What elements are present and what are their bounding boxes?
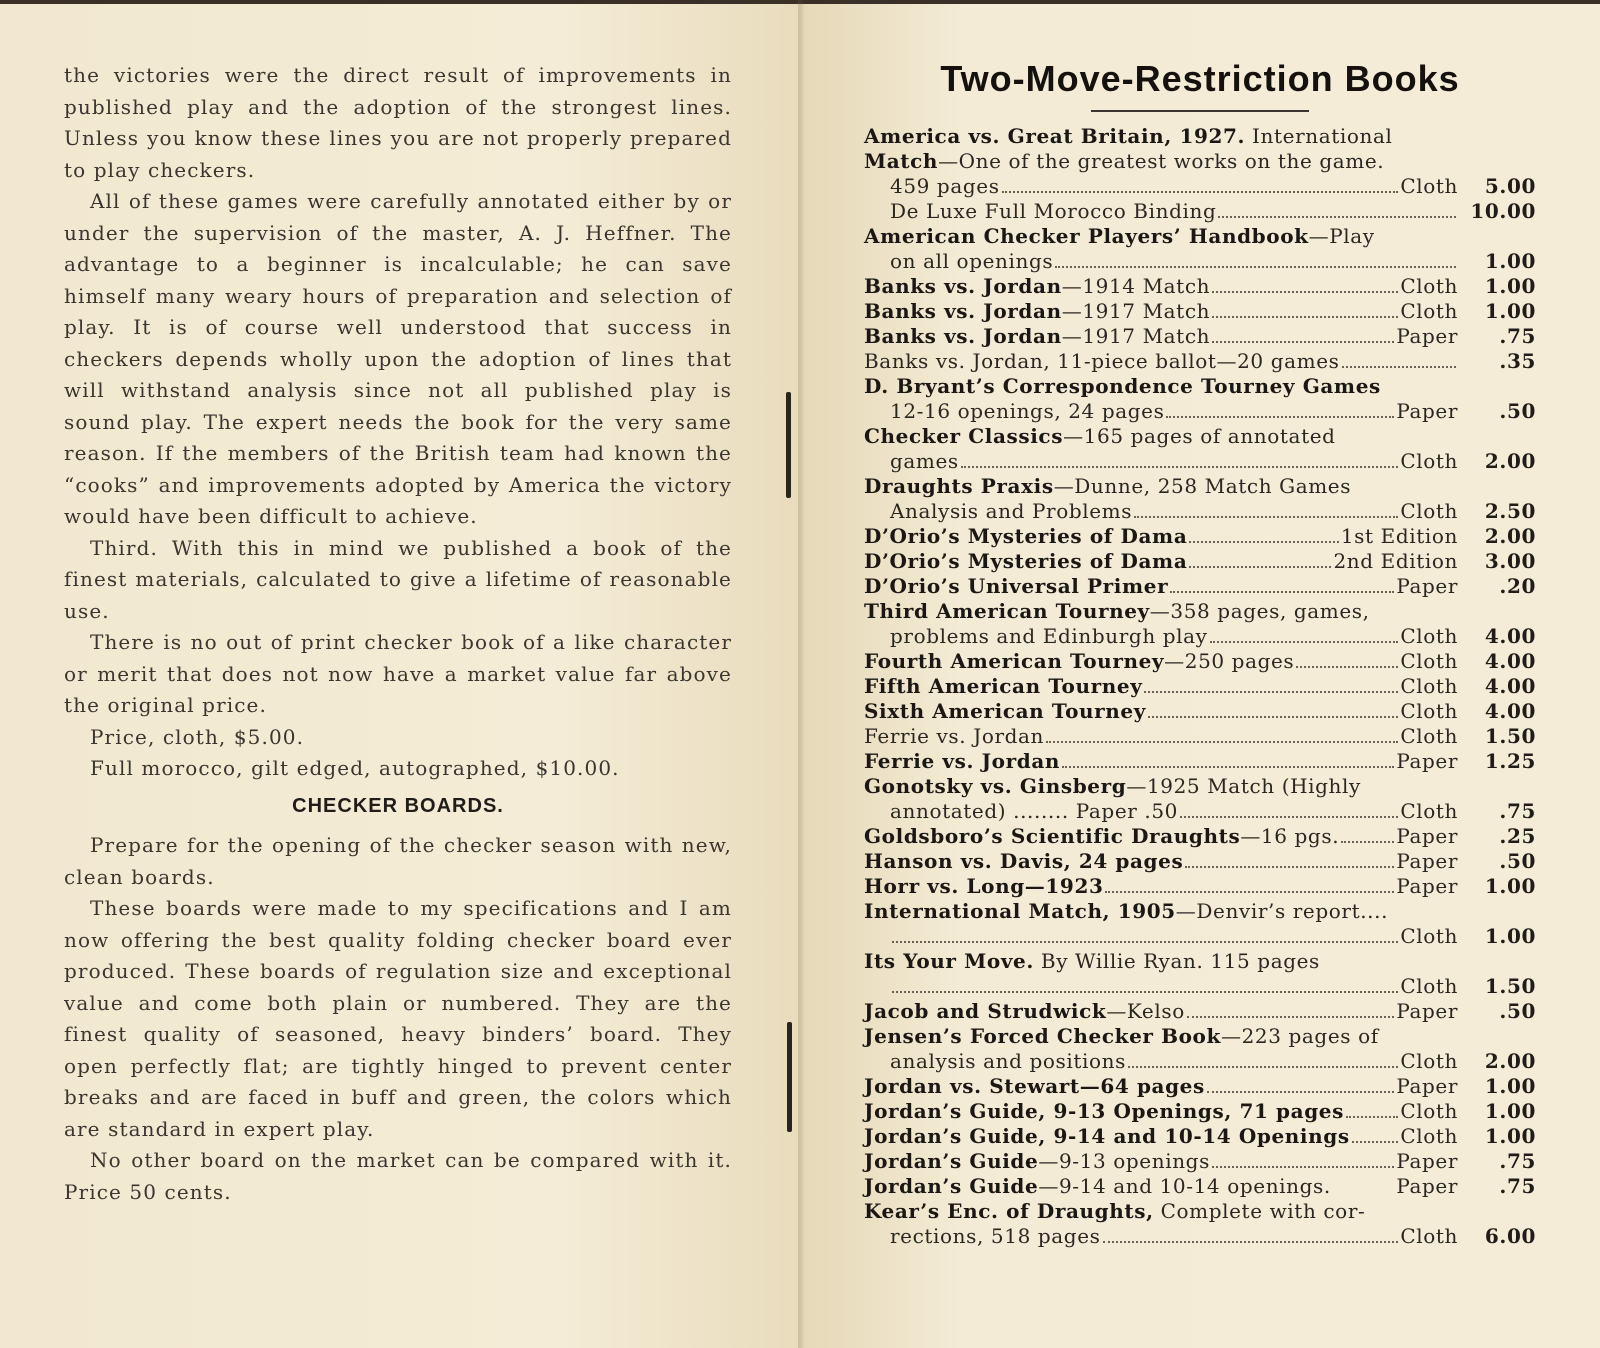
book-entry — [864, 299, 1536, 324]
book-line-sub — [864, 449, 1458, 474]
book-line — [864, 874, 1458, 899]
book-title-rest: —9-14 and 10-14 openings. — [1038, 1174, 1331, 1198]
leader-dots — [1185, 866, 1394, 868]
book-price: 6.00 — [1484, 1224, 1536, 1248]
book-entry — [864, 699, 1536, 724]
title-rule — [1091, 110, 1309, 112]
book-price: 4.00 — [1484, 674, 1536, 698]
book-price: 4.00 — [1484, 624, 1536, 648]
price-morocco: Full morocco, gilt edged, autographed, $10.00. — [90, 756, 620, 780]
book-title-bold: Jordan’s Guide, 9-13 Openings, 71 pages — [864, 1099, 1344, 1123]
book-price: .75 — [1499, 1149, 1536, 1173]
book-title-rest: —223 pages of — [1220, 1024, 1379, 1048]
book-title — [864, 374, 1381, 399]
book-entry — [864, 374, 1536, 424]
book-title-rest: By Willie Ryan. 115 pages — [1033, 949, 1320, 973]
book-entry — [864, 1149, 1536, 1174]
book-binding: Paper — [1396, 1174, 1458, 1198]
book-line — [864, 699, 1458, 724]
book-binding: Paper — [1396, 749, 1458, 773]
book-title-bold: Jordan vs. Stewart—64 pages — [864, 1074, 1205, 1098]
book-entry — [864, 874, 1536, 899]
book-line — [864, 474, 1458, 499]
book-line-sub — [864, 399, 1458, 424]
book-line-sub — [864, 974, 1458, 999]
book-title-rest: —9-13 openings — [1038, 1149, 1210, 1173]
book-line-sub — [864, 624, 1458, 649]
book-binding: 2nd Edition — [1333, 549, 1458, 573]
book-binding: Paper — [1396, 574, 1458, 598]
leader-dots — [1352, 1141, 1399, 1143]
book-title-bold: Draughts Praxis — [864, 474, 1054, 498]
book-title-rest: International — [1245, 124, 1393, 148]
book-title — [864, 674, 1142, 699]
book-subtitle: annotated) ........ Paper .50 — [890, 799, 1178, 823]
book-subtitle: problems and Edinburgh play — [890, 624, 1208, 648]
book-entry — [864, 849, 1536, 874]
book-list — [864, 124, 1536, 1249]
book-entry — [864, 1024, 1536, 1074]
book-title — [890, 199, 1216, 224]
book-binding: Cloth — [1400, 974, 1458, 998]
leader-dots — [892, 941, 1398, 943]
book-title — [864, 349, 1340, 374]
book-line-sub — [864, 1049, 1458, 1074]
book-binding: Paper — [1396, 1074, 1458, 1098]
book-price: 1.00 — [1484, 924, 1536, 948]
book-title — [864, 824, 1339, 849]
book-entry — [864, 224, 1536, 274]
book-line — [864, 374, 1458, 399]
book-title — [864, 1074, 1205, 1099]
book-title-rest: Banks vs. Jordan, 11-piece ballot—20 games — [864, 349, 1340, 373]
book-title-bold: Third American Tourney — [864, 599, 1150, 623]
book-title — [864, 274, 1210, 299]
book-entry — [864, 999, 1536, 1024]
book-binding: Cloth — [1400, 924, 1458, 948]
staple-top — [786, 392, 791, 498]
book-title-bold: Jordan’s Guide, 9-14 and 10-14 Openings — [864, 1124, 1350, 1148]
book-line-sub — [864, 174, 1458, 199]
book-price: 1.00 — [1484, 1074, 1536, 1098]
leader-dots — [1218, 216, 1456, 218]
book-entry — [864, 599, 1536, 649]
book-line — [864, 1124, 1458, 1149]
leader-dots — [1212, 316, 1398, 318]
book-title-bold: Gonotsky vs. Ginsberg — [864, 774, 1127, 798]
book-price: .75 — [1499, 1174, 1536, 1198]
book-title — [864, 424, 1336, 449]
book-title-rest: Complete with cor- — [1153, 1199, 1366, 1223]
leader-dots — [1342, 366, 1457, 368]
leader-dots — [1055, 266, 1456, 268]
book-title — [864, 524, 1187, 549]
book-binding: Cloth — [1400, 174, 1458, 198]
book-entry — [864, 774, 1536, 824]
leader-dots — [1212, 1166, 1394, 1168]
book-title-rest: —250 pages — [1164, 649, 1295, 673]
book-entry — [864, 949, 1536, 999]
book-binding: 1st Edition — [1340, 524, 1458, 548]
book-title-bold: Goldsboro’s Scientific Draughts — [864, 824, 1241, 848]
book-title-rest: —165 pages of annotated — [1063, 424, 1336, 448]
book-price: .50 — [1499, 999, 1536, 1023]
book-title-bold: Banks vs. Jordan — [864, 299, 1062, 323]
book-line — [864, 724, 1458, 749]
book-title — [864, 1199, 1365, 1224]
book-binding: Paper — [1396, 399, 1458, 423]
book-title-bold: Jensen’s Forced Checker Book — [864, 1024, 1221, 1048]
book-line — [864, 1074, 1458, 1099]
book-entry — [864, 899, 1536, 949]
book-title-rest: —One of the greatest works on the game. — [938, 149, 1385, 173]
book-title-rest: —16 pgs. — [1240, 824, 1340, 848]
book-title — [864, 1099, 1344, 1124]
book-price: .50 — [1499, 399, 1536, 423]
book-binding: Cloth — [1400, 649, 1458, 673]
book-title-bold: Match — [864, 149, 939, 173]
book-title — [864, 599, 1370, 624]
book-title — [864, 549, 1187, 574]
leader-dots — [1341, 841, 1394, 843]
book-price: 1.00 — [1484, 249, 1536, 273]
leader-dots — [1212, 291, 1398, 293]
book-line-sub — [864, 924, 1458, 949]
book-entry — [864, 749, 1536, 774]
book-title-bold: America vs. Great Britain, 1927. — [864, 124, 1246, 148]
book-subtitle: 12-16 openings, 24 pages — [890, 399, 1165, 423]
book-price: .75 — [1499, 324, 1536, 348]
book-binding: Paper — [1396, 824, 1458, 848]
book-title — [864, 699, 1146, 724]
book-line — [864, 549, 1458, 574]
book-price: 1.00 — [1484, 1099, 1536, 1123]
book-line-cont — [864, 149, 1458, 174]
leader-dots — [961, 466, 1399, 468]
paragraph-4: There is no out of print checker book of a like character or merit that does not now have a market value far above the original price. — [64, 630, 732, 717]
book-title — [864, 1149, 1210, 1174]
right-column — [864, 58, 1536, 1249]
book-subtitle: Analysis and Problems — [890, 499, 1133, 523]
book-binding: Cloth — [1400, 799, 1458, 823]
book-binding: Cloth — [1400, 1124, 1458, 1148]
book-line-sub — [864, 249, 1458, 274]
book-line — [864, 1149, 1458, 1174]
book-spine — [798, 0, 804, 1348]
book-title-bold: Ferrie vs. Jordan — [864, 749, 1061, 773]
boards-paragraph-1: Prepare for the opening of the checker season with new, clean boards. — [64, 833, 732, 889]
book-price: .35 — [1499, 349, 1536, 373]
leader-dots — [1187, 1016, 1394, 1018]
book-line — [864, 949, 1458, 974]
book-title-bold: International Match, 1905 — [864, 899, 1176, 923]
book-title — [864, 649, 1294, 674]
boards-paragraph-3: No other board on the market can be compared with it. Price 50 cents. — [64, 1148, 732, 1204]
book-title-bold: Sixth American Tourney — [864, 699, 1146, 723]
book-title-rest: —Dunne, 258 Match Games — [1053, 474, 1352, 498]
book-line-sub — [864, 1224, 1458, 1249]
book-price: 1.00 — [1484, 1124, 1536, 1148]
book-price: 2.00 — [1484, 449, 1536, 473]
book-entry — [864, 1199, 1536, 1249]
book-line — [864, 674, 1458, 699]
book-entry — [864, 1124, 1536, 1149]
book-title — [864, 124, 1393, 149]
book-price: .20 — [1499, 574, 1536, 598]
leader-dots — [1180, 816, 1398, 818]
book-binding: Cloth — [1400, 1224, 1458, 1248]
book-entry — [864, 324, 1536, 349]
book-price: 1.00 — [1484, 299, 1536, 323]
price-cloth: Price, cloth, $5.00. — [90, 724, 305, 749]
book-title — [864, 299, 1210, 324]
book-entry — [864, 124, 1536, 199]
book-title — [864, 774, 1361, 799]
book-binding: Cloth — [1400, 1049, 1458, 1073]
book-price: 4.00 — [1484, 699, 1536, 723]
book-binding: Cloth — [1400, 1099, 1458, 1123]
book-title-cont — [864, 149, 1384, 174]
book-line-sub — [864, 799, 1458, 824]
book-title — [864, 999, 1185, 1024]
book-line — [864, 849, 1458, 874]
book-line — [864, 1199, 1458, 1224]
leader-dots — [1148, 716, 1398, 718]
book-title-bold: Fifth American Tourney — [864, 674, 1143, 698]
book-line-sub — [864, 499, 1458, 524]
book-entry — [864, 274, 1536, 299]
leader-dots — [1002, 191, 1399, 193]
leader-dots — [1166, 416, 1394, 418]
book-title-bold: Banks vs. Jordan — [864, 274, 1062, 298]
book-subtitle: rections, 518 pages — [890, 1224, 1101, 1248]
book-subtitle: games — [890, 449, 959, 473]
book-title-bold: Its Your Move. — [864, 949, 1034, 973]
book-entry — [864, 1174, 1536, 1199]
book-title — [864, 1024, 1379, 1049]
book-line — [864, 1174, 1458, 1199]
book-title — [864, 749, 1060, 774]
paragraph-3: Third. With this in mind we published a book of the finest materials, calculated to give a lifetime of reasonable use. — [64, 535, 732, 623]
leader-dots — [1046, 741, 1398, 743]
book-title-rest: —358 pages, games, — [1149, 599, 1370, 623]
book-title-bold: Jacob and Strudwick — [864, 999, 1107, 1023]
leader-dots — [892, 991, 1398, 993]
book-title — [864, 899, 1388, 924]
book-line — [864, 524, 1458, 549]
book-binding: Paper — [1396, 874, 1458, 898]
book-line — [864, 299, 1458, 324]
book-title-rest: Ferrie vs. Jordan — [864, 724, 1045, 748]
book-binding: Cloth — [1400, 699, 1458, 723]
book-title-bold: Checker Classics — [864, 424, 1064, 448]
book-line — [864, 1099, 1458, 1124]
book-title — [864, 474, 1351, 499]
book-title-bold: American Checker Players’ Handbook — [864, 224, 1309, 248]
leader-dots — [1189, 566, 1331, 568]
staple-bottom — [787, 1022, 792, 1132]
book-line — [864, 274, 1458, 299]
book-title-bold: D’Orio’s Mysteries of Dama — [864, 524, 1188, 548]
book-entry — [864, 674, 1536, 699]
book-entry — [864, 824, 1536, 849]
book-title-rest: —1925 Match (Highly — [1126, 774, 1361, 798]
book-price: 2.00 — [1484, 1049, 1536, 1073]
book-entry — [864, 474, 1536, 524]
book-line — [864, 424, 1458, 449]
leader-dots — [1062, 766, 1394, 768]
book-binding: Paper — [1396, 1149, 1458, 1173]
book-line — [864, 1024, 1458, 1049]
leader-dots — [1144, 691, 1398, 693]
book-title — [864, 949, 1320, 974]
book-subtitle: 459 pages — [890, 174, 1000, 198]
book-price: 1.00 — [1484, 274, 1536, 298]
book-binding: Cloth — [1400, 624, 1458, 648]
book-line — [864, 649, 1458, 674]
book-title-bold: D. Bryant’s Correspondence Tourney Games — [864, 374, 1381, 398]
book-binding: Paper — [1396, 999, 1458, 1023]
book-title — [864, 1124, 1350, 1149]
book-binding: Cloth — [1400, 449, 1458, 473]
book-title — [864, 724, 1044, 749]
book-price: 3.00 — [1484, 549, 1536, 573]
book-title — [864, 574, 1168, 599]
book-price: 5.00 — [1484, 174, 1536, 198]
book-line — [864, 124, 1458, 149]
book-line — [864, 749, 1458, 774]
book-price: .75 — [1499, 799, 1536, 823]
book-price: 2.50 — [1484, 499, 1536, 523]
leader-dots — [1346, 1116, 1398, 1118]
book-entry — [864, 574, 1536, 599]
book-title-bold: D’Orio’s Universal Primer — [864, 574, 1169, 598]
book-binding: Cloth — [1400, 299, 1458, 323]
book-price: 1.50 — [1484, 974, 1536, 998]
book-title — [864, 324, 1210, 349]
book-entry — [864, 199, 1536, 224]
book-title-bold: Banks vs. Jordan — [864, 324, 1062, 348]
book-line — [864, 599, 1458, 624]
book-line — [864, 574, 1458, 599]
book-entry — [864, 649, 1536, 674]
leader-dots — [1128, 1066, 1398, 1068]
book-entry — [864, 724, 1536, 749]
book-price: 1.50 — [1484, 724, 1536, 748]
book-line — [864, 324, 1458, 349]
book-entry — [864, 549, 1536, 574]
book-title-bold: Kear’s Enc. of Draughts, — [864, 1199, 1154, 1223]
book-title — [864, 1174, 1331, 1199]
book-title-rest: —1914 Match — [1061, 274, 1211, 298]
book-title-rest: —Play — [1308, 224, 1375, 248]
checker-boards-heading: CHECKER BOARDS. — [292, 794, 504, 817]
leader-dots — [1105, 891, 1394, 893]
book-title-bold: Jordan’s Guide — [864, 1149, 1039, 1173]
leader-dots — [1103, 1241, 1399, 1243]
book-title — [864, 224, 1375, 249]
book-entry — [864, 1099, 1536, 1124]
page-title: Two-Move-Restriction Books — [940, 58, 1460, 99]
book-title-rest: De Luxe Full Morocco Binding — [890, 199, 1217, 223]
book-binding: Paper — [1396, 849, 1458, 873]
book-title-bold: Horr vs. Long—1923 — [864, 874, 1104, 898]
book-binding: Cloth — [1400, 724, 1458, 748]
paragraph-2: All of these games were carefully annotated either by or under the supervision of the master, A. J. Heffner. The advantage to a beginner is incalculable; he can save himself many weary hours of preparation and selection of play. It is of course well understood that success in checkers depends wholly upon the adoption of lines that will withstand analysis since not all published play is sound play. The expert needs the book for the very same reason. If the members of the British team had known the “cooks” and improvements adopted by America the victory would have been difficult to achieve. — [64, 189, 732, 528]
book-binding: Paper — [1396, 324, 1458, 348]
book-line — [864, 224, 1458, 249]
book-line — [864, 999, 1458, 1024]
book-entry — [864, 1074, 1536, 1099]
leader-dots — [1207, 1091, 1394, 1093]
book-price: 4.00 — [1484, 649, 1536, 673]
book-title-rest: —1917 Match — [1061, 299, 1211, 323]
book-title-bold: Jordan’s Guide — [864, 1174, 1039, 1198]
book-price: .50 — [1499, 849, 1536, 873]
book-title — [864, 874, 1103, 899]
book-title-rest: —Kelso — [1106, 999, 1185, 1023]
book-subtitle: analysis and positions — [890, 1049, 1126, 1073]
book-title-rest: —Denvir’s report.... — [1175, 899, 1389, 923]
book-price: 10.00 — [1470, 199, 1536, 223]
book-line — [864, 824, 1458, 849]
book-entry — [864, 349, 1536, 374]
book-price: 1.00 — [1484, 874, 1536, 898]
book-binding: Cloth — [1400, 674, 1458, 698]
left-column — [64, 60, 732, 1208]
leader-dots — [1296, 666, 1398, 668]
book-line — [864, 774, 1458, 799]
book-binding: Cloth — [1400, 274, 1458, 298]
book-binding: Cloth — [1400, 499, 1458, 523]
book-entry — [864, 424, 1536, 474]
leader-dots — [1170, 591, 1394, 593]
book-title-bold: D’Orio’s Mysteries of Dama — [864, 549, 1188, 573]
book-price: 1.25 — [1484, 749, 1536, 773]
book-title — [864, 849, 1183, 874]
leader-dots — [1210, 641, 1399, 643]
leader-dots — [1134, 516, 1398, 518]
book-line — [864, 899, 1458, 924]
book-price: .25 — [1499, 824, 1536, 848]
book-line — [864, 199, 1458, 224]
leader-dots — [1212, 341, 1394, 343]
book-line — [864, 349, 1458, 374]
book-title-bold: Fourth American Tourney — [864, 649, 1165, 673]
leader-dots — [1189, 541, 1338, 543]
book-title-bold: Hanson vs. Davis, 24 pages — [864, 849, 1184, 873]
book-price: 2.00 — [1484, 524, 1536, 548]
book-subtitle: on all openings — [890, 249, 1054, 273]
boards-paragraph-2: These boards were made to my specifications and I am now offering the best quality folding checker board ever produced. These boards of regulation size and exceptional value and come both plain or numbered. They are the finest quality of seasoned, heavy binders’ board. They open perfectly flat; are tightly hinged to prevent center breaks and are faced in buff and green, the colors which are standard in expert play. — [64, 896, 732, 1141]
book-title-rest: —1917 Match — [1061, 324, 1211, 348]
book-entry — [864, 524, 1536, 549]
paragraph-1: the victories were the direct result of improvements in published play and the adoption of the strongest lines. Unless you know these lines you are not properly prepared to play checkers. — [64, 63, 732, 182]
